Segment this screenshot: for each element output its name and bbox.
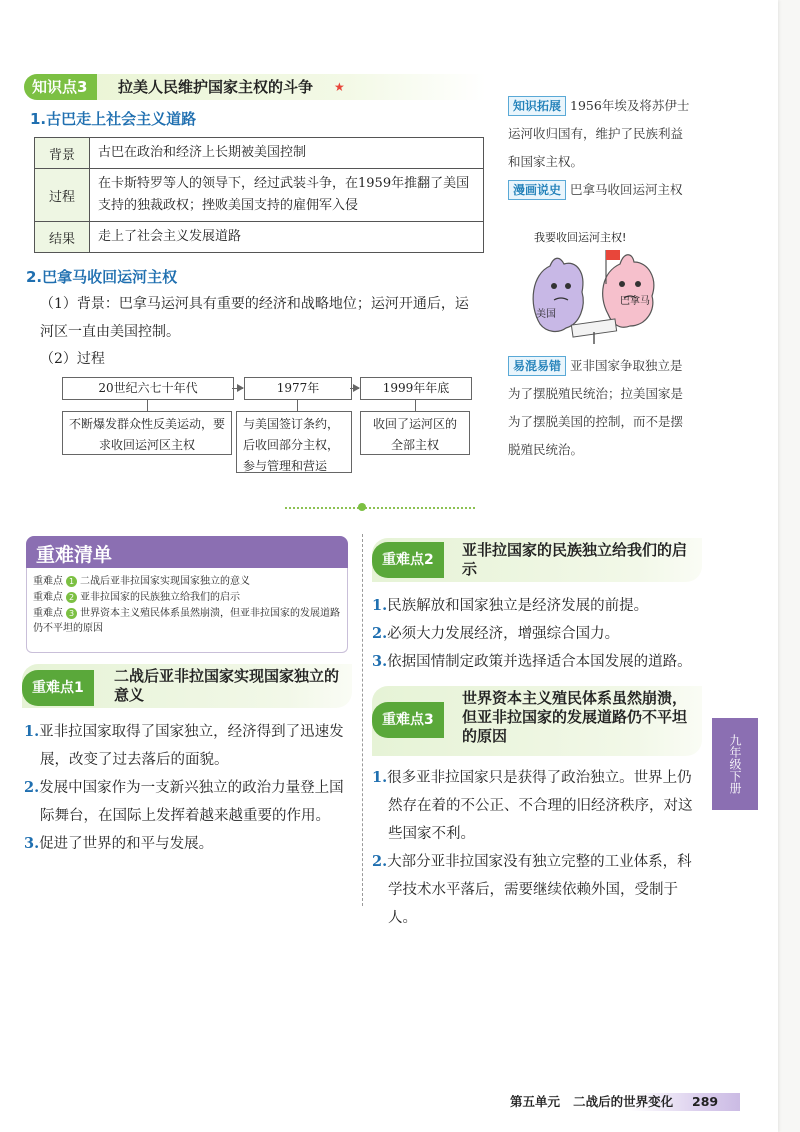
point-number: 2. bbox=[372, 625, 388, 642]
extension-tag: 知识拓展 bbox=[508, 96, 566, 116]
kd2-tag: 重难点2 bbox=[372, 542, 444, 578]
number-icon: 2 bbox=[66, 592, 77, 603]
point-number: 2. bbox=[24, 779, 40, 796]
comic-text: 巴拿马收回运河主权 bbox=[570, 182, 683, 197]
point-text: 民族解放和国家独立是经济发展的前提。 bbox=[387, 598, 649, 614]
list-item bbox=[372, 764, 702, 848]
list-item bbox=[24, 774, 350, 830]
kd1-tag: 重难点1 bbox=[22, 670, 94, 706]
point-text: 大部分亚非拉国家没有独立完整的工业体系，科学技术水平落后，需要继续依赖外国，受制于人。 bbox=[387, 854, 692, 926]
list-text: 亚非拉国家的民族独立给我们的启示 bbox=[80, 592, 240, 603]
keylist-title: 重难清单 bbox=[36, 544, 113, 566]
point-number: 2. bbox=[372, 853, 388, 870]
point-number: 3. bbox=[372, 653, 388, 670]
comic-tag: 漫画说史 bbox=[508, 180, 566, 200]
kd2-title: 亚非拉国家的民族独立给我们的启示 bbox=[462, 541, 688, 578]
list-item bbox=[33, 590, 240, 605]
kd2-points bbox=[372, 592, 702, 676]
point-text: 促进了世界的和平与发展。 bbox=[39, 836, 214, 852]
flow-time-3: 1999年年底 bbox=[360, 377, 472, 400]
list-prefix: 重难点 bbox=[33, 576, 63, 587]
panama-background: （1）背景：巴拿马运河具有重要的经济和战略地位；运河开通后，运河区一直由美国控制。 bbox=[40, 296, 469, 340]
table-row bbox=[35, 138, 484, 169]
process-label: （2）过程 bbox=[40, 351, 105, 367]
page-number: 289 bbox=[692, 1094, 719, 1109]
kd3-title: 世界资本主义殖民体系虽然崩溃，但亚非拉国家的发展道路仍不平坦的原因 bbox=[462, 689, 688, 745]
flow-desc-1: 不断爆发群众性反美运动，要求收回运河区主权 bbox=[62, 411, 232, 455]
comic-label-us: 美国 bbox=[536, 309, 556, 320]
flow-desc-2: 与美国签订条约，后收回部分主权，参与管理和营运 bbox=[236, 411, 352, 473]
flow-time-2: 1977年 bbox=[244, 377, 352, 400]
extension-text: 1956年埃及将苏伊士运河收归国有，维护了民族利益和国家主权。 bbox=[508, 98, 690, 169]
footer-chapter: 二战后的世界变化 bbox=[573, 1094, 674, 1109]
kd1-points bbox=[24, 718, 350, 858]
confuse-text: 亚非国家争取独立是为了摆脱殖民统治；拉美国家是为了摆脱美国的控制，而不是摆脱殖民统治。 bbox=[508, 358, 684, 457]
table-row bbox=[35, 222, 484, 253]
list-item bbox=[24, 718, 350, 774]
list-prefix: 重难点 bbox=[33, 608, 63, 619]
list-text: 世界资本主义殖民体系虽然崩溃，但亚非拉国家的发展道路仍不平坦的原因 bbox=[33, 608, 340, 634]
knowledge-extension bbox=[508, 92, 692, 176]
grade-side-tab: 九年级下册 bbox=[712, 718, 758, 810]
flow-desc-3: 收回了运河区的全部主权 bbox=[360, 411, 470, 455]
connector bbox=[415, 399, 416, 411]
confuse-note bbox=[508, 352, 692, 464]
kd3-points bbox=[372, 764, 702, 932]
table-key: 背景 bbox=[35, 138, 90, 169]
comic-speech: 我要收回运河主权! bbox=[534, 231, 627, 244]
table-value: 在卡斯特罗等人的领导下，经过武装斗争，在1959年推翻了美国支持的独裁政权；挫败美国支持的雇佣军入侵 bbox=[90, 169, 484, 222]
list-item bbox=[372, 592, 702, 620]
number-icon: 1 bbox=[66, 576, 77, 587]
table-row bbox=[35, 169, 484, 222]
arrow-icon bbox=[350, 388, 359, 389]
column-divider bbox=[362, 534, 363, 906]
list-item bbox=[24, 830, 350, 858]
keylist-body bbox=[26, 568, 348, 653]
list-item bbox=[33, 606, 343, 636]
part1-heading: 1.古巴走上社会主义道路 bbox=[30, 110, 197, 128]
keylist-header bbox=[26, 536, 348, 568]
section-tag: 知识点3 bbox=[24, 74, 97, 100]
point-number: 1. bbox=[372, 769, 388, 786]
table-value: 古巴在政治和经济上长期被美国控制 bbox=[90, 138, 484, 169]
table-key: 过程 bbox=[35, 169, 90, 222]
point-text: 发展中国家作为一支新兴独立的政治力量登上国际舞台，在国际上发挥着越来越重要的作用。 bbox=[39, 780, 344, 824]
star-icon: ★ bbox=[334, 80, 345, 94]
footer-unit-label: 第五单元 bbox=[510, 1094, 561, 1109]
cuba-table bbox=[34, 137, 484, 253]
kd1-title: 二战后亚非拉国家实现国家独立的意义 bbox=[114, 667, 340, 704]
list-item bbox=[372, 648, 702, 676]
part2-heading: 2.巴拿马收回运河主权 bbox=[26, 268, 178, 286]
comic-caption bbox=[508, 176, 692, 204]
arrow-icon bbox=[232, 388, 243, 389]
confuse-tag: 易混易错 bbox=[508, 356, 566, 376]
point-number: 1. bbox=[372, 597, 388, 614]
point-number: 1. bbox=[24, 723, 40, 740]
list-text: 二战后亚非拉国家实现国家独立的意义 bbox=[80, 576, 250, 587]
section-title: 拉美人民维护国家主权的斗争 bbox=[118, 78, 314, 96]
kd3-tag: 重难点3 bbox=[372, 702, 444, 738]
point-text: 必须大力发展经济，增强综合国力。 bbox=[387, 626, 620, 642]
point-number: 3. bbox=[24, 835, 40, 852]
divider-dot bbox=[358, 503, 366, 511]
footer-unit bbox=[510, 1093, 673, 1111]
list-item bbox=[372, 848, 702, 932]
point-text: 亚非拉国家取得了国家独立，经济得到了迅速发展，改变了过去落后的面貌。 bbox=[39, 724, 344, 768]
table-key: 结果 bbox=[35, 222, 90, 253]
table-value: 走上了社会主义发展道路 bbox=[90, 222, 484, 253]
list-item bbox=[372, 620, 702, 648]
point-text: 很多亚非拉国家只是获得了政治独立。世界上仍然存在着的不公正、不合理的旧经济秩序，对这些国家不利。 bbox=[387, 770, 693, 842]
point-text: 依据国情制定政策并选择适合本国发展的道路。 bbox=[387, 654, 692, 670]
connector bbox=[297, 399, 298, 411]
flow-time-1: 20世纪六七十年代 bbox=[62, 377, 234, 400]
number-icon: 3 bbox=[66, 608, 77, 619]
dotted-divider bbox=[285, 507, 475, 509]
comic-label-panama: 巴拿马 bbox=[620, 296, 650, 307]
list-prefix: 重难点 bbox=[33, 592, 63, 603]
list-item bbox=[33, 574, 250, 589]
connector bbox=[147, 399, 148, 411]
